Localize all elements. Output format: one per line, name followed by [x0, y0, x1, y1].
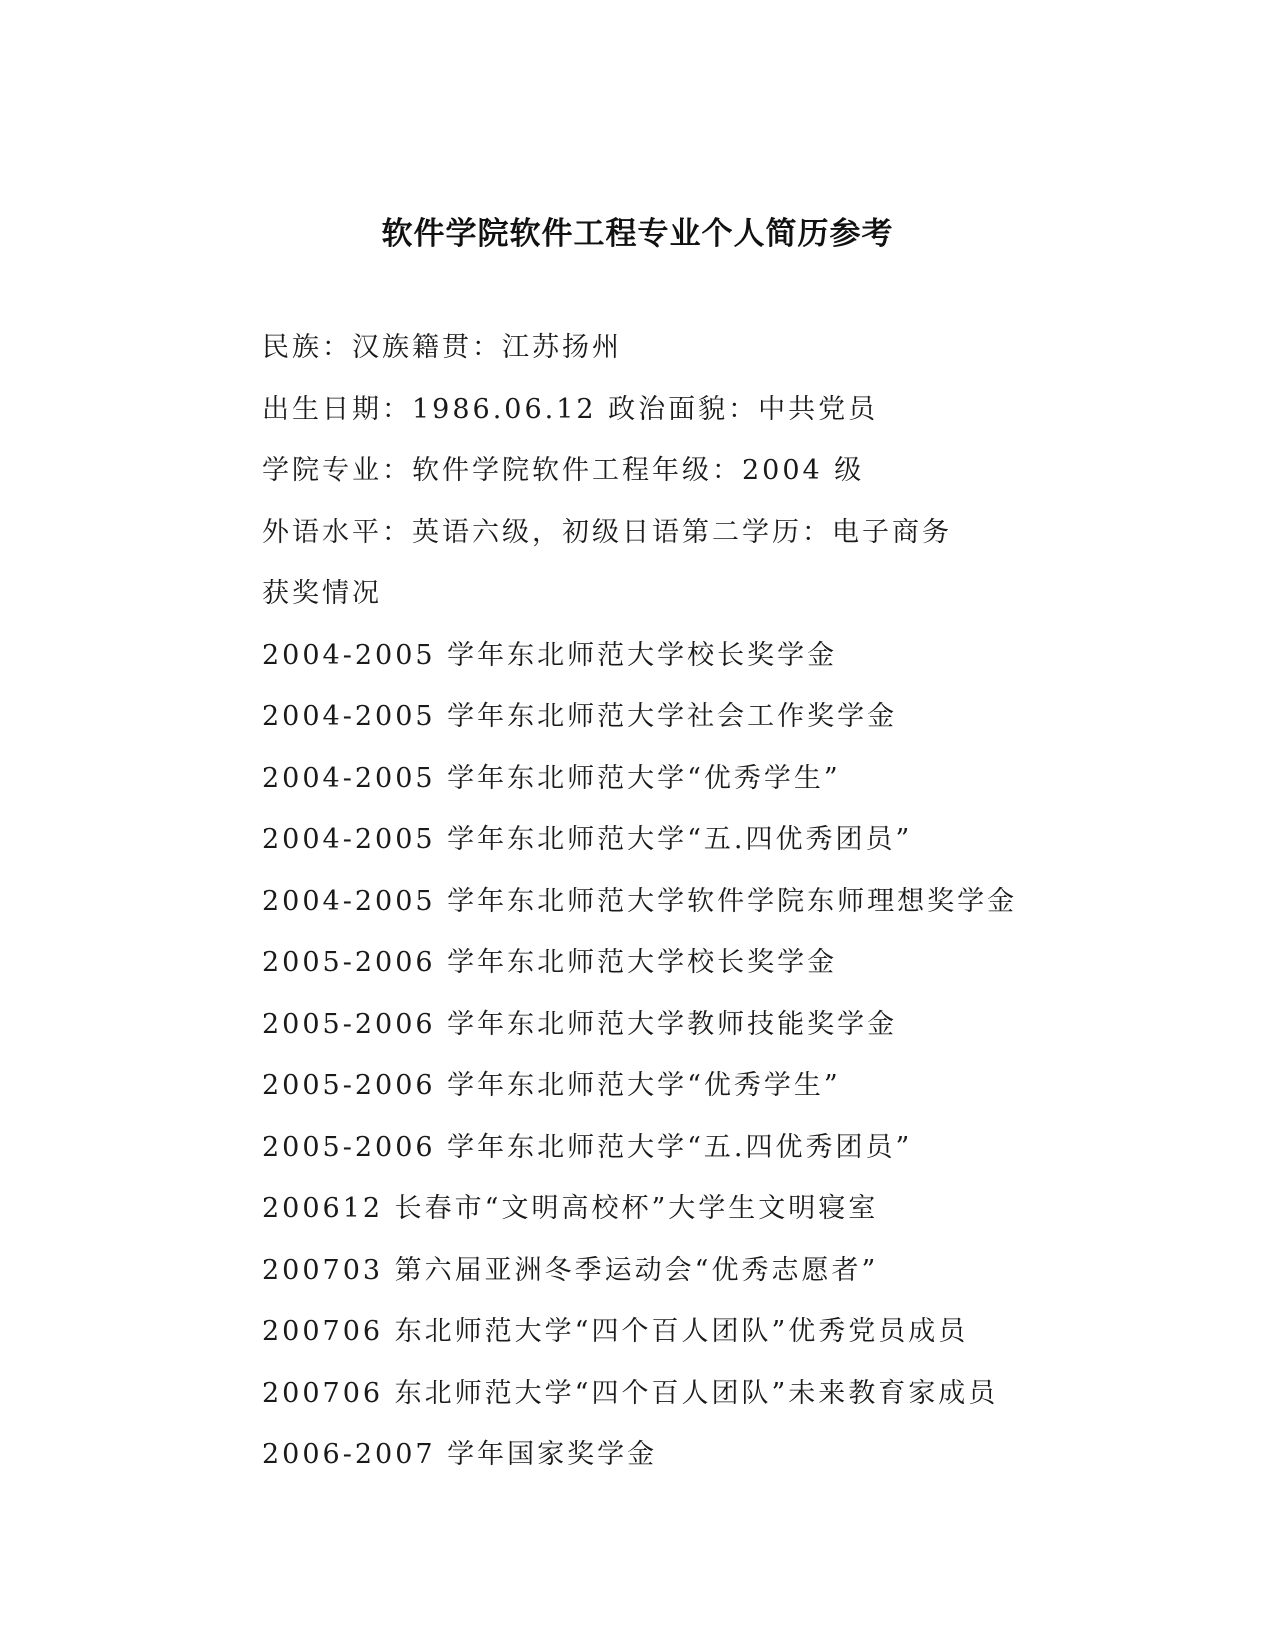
award-item: 2004-2005 学年东北师范大学“五.四优秀团员” — [262, 824, 913, 855]
award-item: 2006-2007 学年国家奖学金 — [262, 1439, 658, 1470]
award-item: 200706 东北师范大学“四个百人团队”未来教育家成员 — [262, 1377, 999, 1409]
major-line: 学院专业：软件学院软件工程年级：2004 级 — [262, 455, 865, 486]
award-item: 2005-2006 学年东北师范大学教师技能奖学金 — [262, 1008, 898, 1040]
award-item: 2005-2006 学年东北师范大学“优秀学生” — [262, 1070, 841, 1101]
award-item: 2004-2005 学年东北师范大学社会工作奖学金 — [262, 701, 898, 732]
language-line: 外语水平：英语六级，初级日语第二学历：电子商务 — [262, 516, 952, 548]
resume-body — [262, 330, 1022, 1499]
award-item: 2004-2005 学年东北师范大学“优秀学生” — [262, 762, 841, 794]
award-item: 200703 第六届亚洲冬季运动会“优秀志愿者” — [262, 1254, 879, 1286]
award-item: 200706 东北师范大学“四个百人团队”优秀党员成员 — [262, 1316, 969, 1347]
award-item: 200612 长春市“文明高校杯”大学生文明寝室 — [262, 1193, 879, 1224]
birth-line: 出生日期：1986.06.12 政治面貌：中共党员 — [262, 393, 879, 425]
award-item: 2005-2006 学年东北师范大学校长奖学金 — [262, 947, 838, 978]
award-item: 2004-2005 学年东北师范大学校长奖学金 — [262, 639, 838, 671]
award-item: 2004-2005 学年东北师范大学软件学院东师理想奖学金 — [262, 885, 1018, 917]
ethnicity-line: 民族：汉族籍贯：江苏扬州 — [262, 332, 622, 363]
page-title: 软件学院软件工程专业个人简历参考 — [381, 216, 894, 252]
awards-heading: 获奖情况 — [262, 578, 382, 609]
award-item: 2005-2006 学年东北师范大学“五.四优秀团员” — [262, 1131, 913, 1163]
